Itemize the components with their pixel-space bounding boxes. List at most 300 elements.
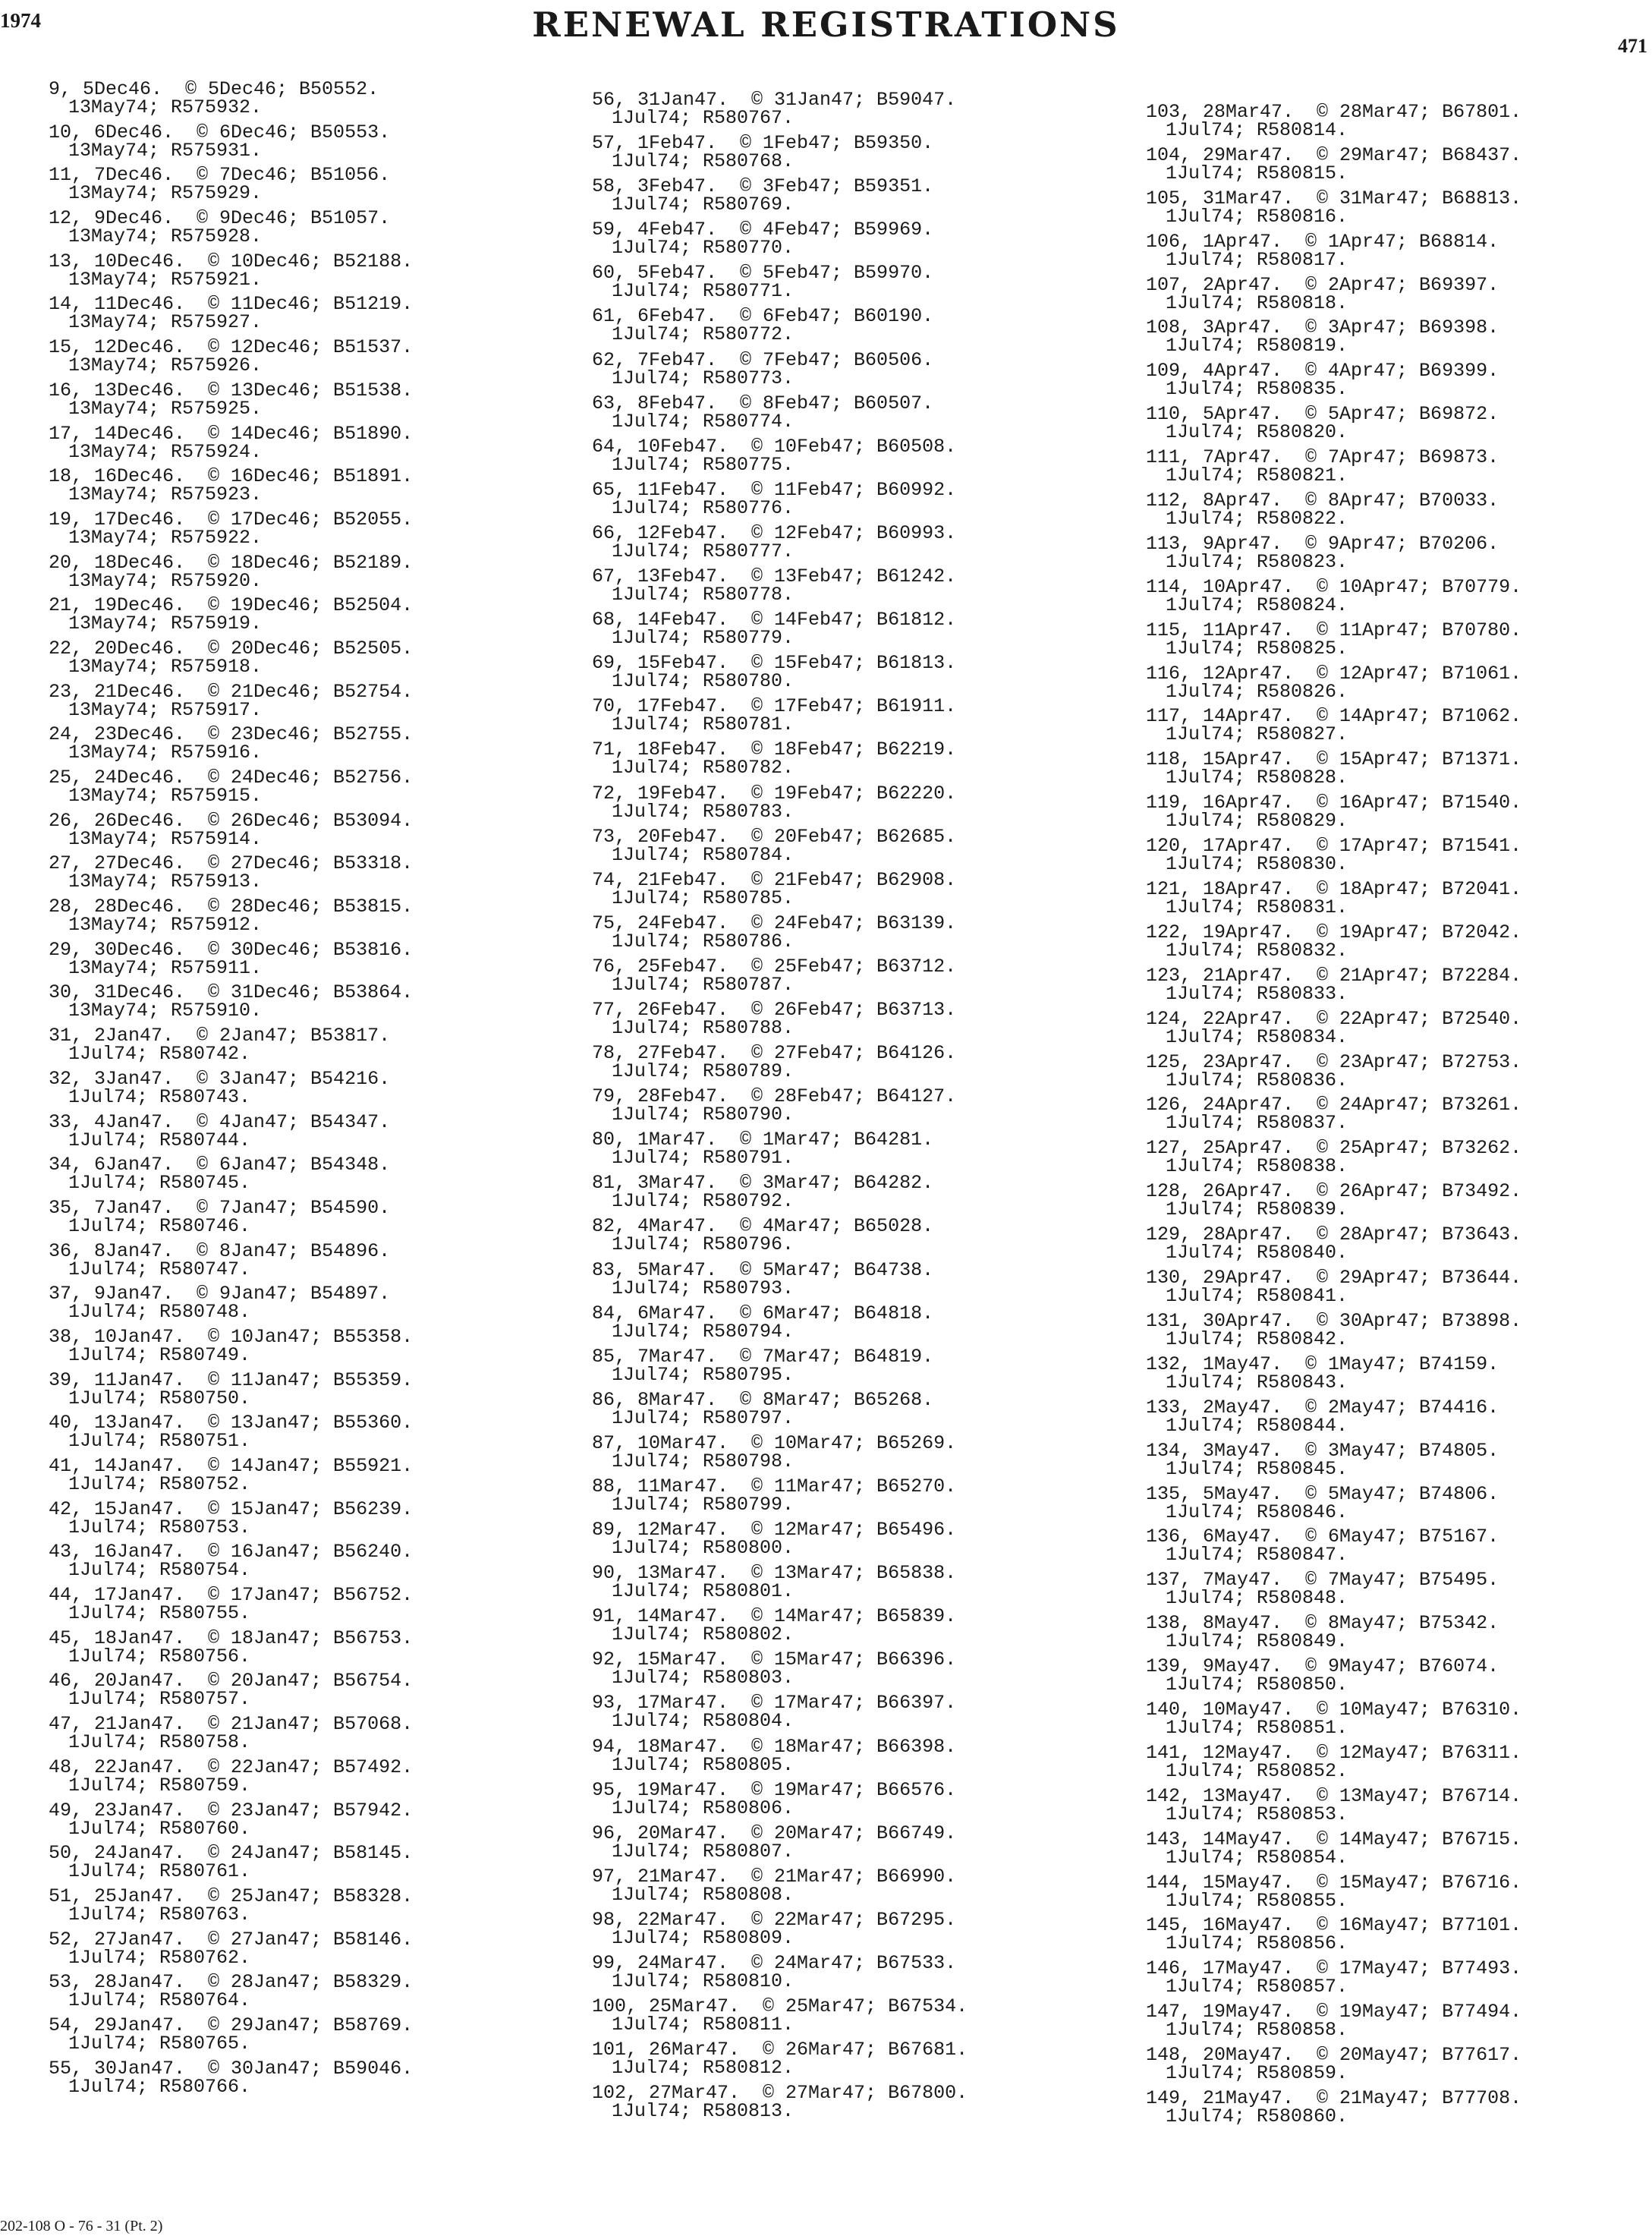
registration-entry: [49, 981, 414, 1022]
registration-entry: [49, 1154, 413, 1195]
registration-entry: [592, 868, 968, 909]
registration-entry: [1146, 921, 1522, 962]
entry-registration-line: 15, 12Dec46. © 12Dec46; B51537.: [49, 336, 414, 359]
entry-renewal-line: 13May74; R575912.: [68, 914, 263, 937]
entry-renewal-line: 1Jul74; R580832.: [1166, 939, 1348, 962]
registration-entry: [592, 565, 968, 606]
entry-renewal-line: 1Jul74; R580801.: [612, 1580, 795, 1603]
registration-entry: [1146, 2046, 1521, 2083]
registration-entry: [1146, 1571, 1521, 1608]
entry-registration-line: 90, 13Mar47. © 13Mar47; B65838.: [592, 1562, 957, 1585]
entry-registration-line: 147, 19May47. © 19May47; B77494.: [1146, 2001, 1522, 2023]
entry-registration-line: 23, 21Dec46. © 21Dec46; B52754.: [49, 680, 414, 703]
entry-renewal-line: 13May74; R575920.: [68, 569, 263, 592]
entry-renewal-line: 1Jul74; R580854.: [1166, 1846, 1348, 1869]
registration-entry: [49, 1928, 414, 1969]
registration-entry: [49, 1196, 413, 1237]
entry-registration-line: 9, 5Dec46. © 5Dec46; B50552.: [49, 78, 379, 100]
entry-registration-line: 104, 29Mar47. © 29Mar47; B68437.: [1146, 143, 1522, 166]
entry-renewal-line: 1Jul74; R580812.: [612, 2057, 795, 2080]
entry-renewal-line: 1Jul74; R580788.: [612, 1016, 795, 1039]
entry-registration-line: 102, 27Mar47. © 27Mar47; B67800.: [592, 2082, 968, 2105]
entry-registration-line: 31, 2Jan47. © 2Jan47; B53817.: [49, 1025, 391, 1047]
entry-renewal-line: 1Jul74; R580825.: [1166, 637, 1348, 660]
registration-entry: [1146, 316, 1521, 357]
entry-registration-line: 99, 24Mar47. © 24Mar47; B67533.: [592, 1952, 957, 1975]
entry-registration-line: 43, 16Jan47. © 16Jan47; B56240.: [49, 1541, 414, 1564]
entry-renewal-line: 13May74; R575914.: [68, 827, 263, 850]
entry-renewal-line: 1Jul74; R580786.: [612, 930, 795, 953]
entry-registration-line: 139, 9May47. © 9May47; B76074.: [1146, 1655, 1499, 1678]
entry-registration-line: 92, 15Mar47. © 15Mar47; B66396.: [592, 1649, 957, 1671]
entry-registration-line: 93, 17Mar47. © 17Mar47; B66397.: [592, 1692, 957, 1715]
entry-registration-line: 22, 20Dec46. © 20Dec46; B52505.: [49, 637, 414, 660]
entry-renewal-line: 13May74; R575918.: [68, 655, 263, 678]
entry-registration-line: 127, 25Apr47. © 25Apr47; B73262.: [1146, 1137, 1522, 1160]
entry-registration-line: 48, 22Jan47. © 22Jan47; B57492.: [49, 1756, 414, 1778]
entry-renewal-line: 13May74; R575925.: [68, 397, 263, 420]
column-1: [49, 80, 413, 2102]
entry-registration-line: 40, 13Jan47. © 13Jan47; B55360.: [49, 1412, 414, 1434]
entry-registration-line: 145, 16May47. © 16May47; B77101.: [1146, 1914, 1522, 1937]
entry-registration-line: 73, 20Feb47. © 20Feb47; B62685.: [592, 825, 957, 848]
entry-registration-line: 108, 3Apr47. © 3Apr47; B69398.: [1146, 316, 1499, 339]
entry-registration-line: 65, 11Feb47. © 11Feb47; B60992.: [592, 478, 957, 501]
entry-renewal-line: 1Jul74; R580839.: [1166, 1198, 1348, 1221]
entry-renewal-line: 1Jul74; R580860.: [1166, 2105, 1348, 2127]
registration-entry: [592, 654, 968, 691]
registration-entry: [1146, 837, 1521, 874]
entry-registration-line: 62, 7Feb47. © 7Feb47; B60506.: [592, 348, 934, 371]
entry-registration-line: 20, 18Dec46. © 18Dec46; B52189.: [49, 551, 414, 574]
registration-entry: [49, 336, 414, 377]
registration-entry: [592, 134, 968, 171]
registration-entry: [49, 1368, 414, 1409]
entry-registration-line: 94, 18Mar47. © 18Mar47; B66398.: [592, 1735, 957, 1758]
entry-registration-line: 82, 4Mar47. © 4Mar47; B65028.: [592, 1215, 934, 1238]
entry-renewal-line: 1Jul74; R580796.: [612, 1233, 795, 1256]
entry-renewal-line: 1Jul74; R580752.: [68, 1473, 251, 1495]
entry-registration-line: 86, 8Mar47. © 8Mar47; B65268.: [592, 1388, 934, 1411]
entry-registration-line: 89, 12Mar47. © 12Mar47; B65496.: [592, 1519, 957, 1541]
registration-entry: [1146, 619, 1522, 660]
registration-entry: [592, 1475, 968, 1516]
entry-renewal-line: 1Jul74; R580791.: [612, 1147, 795, 1170]
entry-renewal-line: 1Jul74; R580755.: [68, 1602, 251, 1625]
registration-entry: [1146, 1050, 1522, 1091]
entry-renewal-line: 1Jul74; R580777.: [612, 540, 795, 562]
registration-entry: [49, 250, 414, 291]
entry-registration-line: 120, 17Apr47. © 17Apr47; B71541.: [1146, 835, 1522, 858]
registration-entry: [49, 1799, 414, 1840]
entry-registration-line: 55, 30Jan47. © 30Jan47; B59046.: [49, 2057, 414, 2080]
entry-renewal-line: 1Jul74; R580853.: [1166, 1803, 1348, 1825]
entry-registration-line: 121, 18Apr47. © 18Apr47; B72041.: [1146, 878, 1522, 901]
entry-renewal-line: 1Jul74; R580815.: [1166, 162, 1348, 184]
registration-entry: [49, 1670, 414, 1711]
entry-renewal-line: 1Jul74; R580750.: [68, 1387, 251, 1409]
entry-registration-line: 98, 22Mar47. © 22Mar47; B67295.: [592, 1908, 957, 1931]
entry-renewal-line: 1Jul74; R580783.: [612, 800, 795, 823]
entry-registration-line: 83, 5Mar47. © 5Mar47; B64738.: [592, 1258, 934, 1281]
entry-renewal-line: 1Jul74; R580804.: [612, 1710, 795, 1733]
entry-registration-line: 68, 14Feb47. © 14Feb47; B61812.: [592, 609, 957, 631]
entry-registration-line: 41, 14Jan47. © 14Jan47; B55921.: [49, 1455, 414, 1477]
registration-entry: [1146, 1871, 1522, 1912]
registration-entry: [592, 782, 968, 823]
registration-entry: [592, 1778, 968, 1819]
registration-entry: [49, 723, 414, 764]
entry-renewal-line: 1Jul74; R580848.: [1166, 1587, 1348, 1610]
entry-registration-line: 64, 10Feb47. © 10Feb47; B60508.: [592, 435, 957, 458]
entry-registration-line: 63, 8Feb47. © 8Feb47; B60507.: [592, 392, 934, 414]
entry-renewal-line: 1Jul74; R580781.: [612, 713, 795, 736]
entry-registration-line: 24, 23Dec46. © 23Dec46; B52755.: [49, 723, 414, 746]
registration-entry: [1146, 1957, 1522, 1998]
registration-entry: [592, 264, 968, 301]
entry-registration-line: 124, 22Apr47. © 22Apr47; B72540.: [1146, 1007, 1522, 1030]
registration-entry: [592, 1519, 968, 1560]
entry-registration-line: 61, 6Feb47. © 6Feb47; B60190.: [592, 305, 934, 328]
entry-registration-line: 138, 8May47. © 8May47; B75342.: [1146, 1612, 1499, 1635]
entry-registration-line: 106, 1Apr47. © 1Apr47; B68814.: [1146, 230, 1499, 253]
entry-registration-line: 69, 15Feb47. © 15Feb47; B61813.: [592, 652, 957, 675]
entry-registration-line: 134, 3May47. © 3May47; B74805.: [1146, 1439, 1499, 1462]
entry-renewal-line: 13May74; R575922.: [68, 526, 263, 549]
registration-entry: [592, 1129, 968, 1170]
entry-renewal-line: 1Jul74; R580742.: [68, 1043, 251, 1066]
entry-renewal-line: 13May74; R575923.: [68, 483, 263, 506]
registration-entry: [49, 551, 414, 592]
entry-registration-line: 130, 29Apr47. © 29Apr47; B73644.: [1146, 1267, 1522, 1290]
registration-entry: [1146, 1007, 1522, 1048]
registration-entry: [592, 825, 968, 866]
entry-registration-line: 126, 24Apr47. © 24Apr47; B73261.: [1146, 1094, 1522, 1116]
entry-renewal-line: 1Jul74; R580795.: [612, 1363, 795, 1386]
entry-registration-line: 49, 23Jan47. © 23Jan47; B57942.: [49, 1799, 414, 1822]
registration-entry: [1146, 532, 1521, 573]
registration-entry: [1146, 1655, 1521, 1696]
registration-entry: [49, 809, 414, 850]
registration-entry: [49, 422, 414, 463]
entry-registration-line: 37, 9Jan47. © 9Jan47; B54897.: [49, 1283, 391, 1305]
entry-renewal-line: 13May74; R575910.: [68, 1000, 263, 1022]
entry-registration-line: 42, 15Jan47. © 15Jan47; B56239.: [49, 1497, 414, 1520]
registration-entry: [49, 637, 414, 678]
registration-entry: [49, 121, 413, 162]
entry-registration-line: 143, 14May47. © 14May47; B76715.: [1146, 1828, 1522, 1850]
entry-renewal-line: 1Jul74; R580826.: [1166, 680, 1348, 703]
entry-renewal-line: 1Jul74; R580807.: [612, 1840, 795, 1863]
registration-entry: [49, 1586, 413, 1623]
entry-registration-line: 39, 11Jan47. © 11Jan47; B55359.: [49, 1368, 414, 1391]
entry-renewal-line: 1Jul74; R580842.: [1166, 1327, 1348, 1350]
entry-renewal-line: 1Jul74; R580766.: [68, 2075, 251, 2098]
registration-entry: [592, 998, 968, 1039]
column-3: [1146, 103, 1521, 2133]
registration-entry: [1146, 1353, 1521, 1393]
entry-renewal-line: 1Jul74; R580754.: [68, 1559, 251, 1582]
registration-entry: [592, 1995, 968, 2036]
entry-registration-line: 142, 13May47. © 13May47; B76714.: [1146, 1784, 1522, 1807]
entry-registration-line: 100, 25Mar47. © 25Mar47; B67534.: [592, 1995, 968, 2018]
registration-entry: [1146, 707, 1521, 744]
entry-renewal-line: 1Jul74; R580768.: [612, 150, 795, 173]
entry-registration-line: 115, 11Apr47. © 11Apr47; B70780.: [1146, 619, 1522, 641]
entry-registration-line: 122, 19Apr47. © 19Apr47; B72042.: [1146, 921, 1522, 943]
registration-entry: [49, 1412, 414, 1453]
entry-renewal-line: 1Jul74; R580748.: [68, 1301, 251, 1324]
entry-registration-line: 25, 24Dec46. © 24Dec46; B52756.: [49, 767, 414, 789]
entry-renewal-line: 1Jul74; R580836.: [1166, 1069, 1348, 1091]
entry-registration-line: 149, 21May47. © 21May47; B77708.: [1146, 2086, 1522, 2109]
registration-entry: [49, 594, 414, 635]
entry-renewal-line: 1Jul74; R580744.: [68, 1129, 251, 1151]
entry-registration-line: 36, 8Jan47. © 8Jan47; B54896.: [49, 1239, 391, 1262]
entry-registration-line: 47, 21Jan47. © 21Jan47; B57068.: [49, 1713, 414, 1736]
entry-renewal-line: 1Jul74; R580760.: [68, 1817, 251, 1840]
entry-registration-line: 16, 13Dec46. © 13Dec46; B51538.: [49, 379, 414, 402]
entry-registration-line: 88, 11Mar47. © 11Mar47; B65270.: [592, 1475, 957, 1497]
entry-registration-line: 34, 6Jan47. © 6Jan47; B54348.: [49, 1154, 391, 1176]
entry-renewal-line: 1Jul74; R580834.: [1166, 1025, 1348, 1048]
entry-registration-line: 119, 16Apr47. © 16Apr47; B71540.: [1146, 792, 1522, 814]
entry-registration-line: 109, 4Apr47. © 4Apr47; B69399.: [1146, 360, 1499, 383]
column-2: [592, 91, 968, 2127]
entry-renewal-line: 1Jul74; R580776.: [612, 496, 795, 519]
entry-renewal-line: 1Jul74; R580753.: [68, 1516, 251, 1538]
entry-renewal-line: 13May74; R575919.: [68, 612, 263, 635]
registration-entry: [1146, 273, 1521, 314]
registration-entry: [1146, 964, 1522, 1005]
entry-renewal-line: 13May74; R575924.: [68, 440, 263, 463]
entry-renewal-line: 1Jul74; R580809.: [612, 1926, 795, 1949]
entry-renewal-line: 1Jul74; R580779.: [612, 627, 795, 650]
entry-registration-line: 146, 17May47. © 17May47; B77493.: [1146, 1957, 1522, 1980]
entry-renewal-line: 1Jul74; R580769.: [612, 194, 795, 216]
entry-renewal-line: 1Jul74; R580774.: [612, 410, 795, 433]
entry-renewal-line: 1Jul74; R580849.: [1166, 1630, 1348, 1653]
registration-entry: [592, 1865, 968, 1906]
registration-entry: [49, 508, 414, 549]
registration-entry: [1146, 446, 1521, 487]
entry-renewal-line: 1Jul74; R580830.: [1166, 853, 1348, 876]
entry-renewal-line: 1Jul74; R580767.: [612, 107, 795, 129]
registration-entry: [592, 609, 968, 650]
entry-registration-line: 38, 10Jan47. © 10Jan47; B55358.: [49, 1325, 414, 1348]
registration-entry: [49, 1497, 414, 1538]
registration-entry: [592, 1174, 968, 1211]
registration-entry: [1146, 1094, 1522, 1135]
registration-entry: [49, 2014, 414, 2055]
registration-entry: [592, 1085, 968, 1126]
entry-registration-line: 57, 1Feb47. © 1Feb47; B59350.: [592, 132, 934, 155]
entry-registration-line: 11, 7Dec46. © 7Dec46; B51056.: [49, 164, 391, 187]
page-title: RENEWAL REGISTRATIONS: [532, 5, 1120, 45]
entry-registration-line: 116, 12Apr47. © 12Apr47; B71061.: [1146, 662, 1522, 685]
registration-entry: [49, 1756, 414, 1797]
entry-registration-line: 44, 17Jan47. © 17Jan47; B56752.: [49, 1584, 414, 1607]
footer-print-code: 202-108 O - 76 - 31 (Pt. 2): [0, 2218, 163, 2234]
entry-registration-line: 135, 5May47. © 5May47; B74806.: [1146, 1482, 1499, 1505]
entry-registration-line: 113, 9Apr47. © 9Apr47; B70206.: [1146, 532, 1499, 555]
entry-renewal-line: 1Jul74; R580761.: [68, 1860, 251, 1883]
entry-renewal-line: 1Jul74; R580764.: [68, 1989, 251, 2012]
entry-renewal-line: 1Jul74; R580797.: [612, 1406, 795, 1429]
registration-entry: [592, 1605, 968, 1646]
registration-entry: [1146, 187, 1522, 228]
entry-renewal-line: 1Jul74; R580745.: [68, 1172, 251, 1195]
registration-entry: [592, 175, 968, 216]
entry-renewal-line: 1Jul74; R580789.: [612, 1060, 795, 1083]
registration-entry: [592, 1954, 968, 1991]
entry-registration-line: 21, 19Dec46. © 19Dec46; B52504.: [49, 594, 414, 617]
registration-entry: [1146, 230, 1521, 271]
entry-renewal-line: 1Jul74; R580828.: [1166, 767, 1348, 789]
entry-registration-line: 140, 10May47. © 10May47; B76310.: [1146, 1698, 1522, 1721]
registration-entry: [592, 912, 968, 953]
entry-registration-line: 84, 6Mar47. © 6Mar47; B64818.: [592, 1302, 934, 1324]
registration-entry: [1146, 1916, 1521, 1953]
entry-renewal-line: 1Jul74; R580846.: [1166, 1501, 1348, 1523]
entry-renewal-line: 13May74; R575928.: [68, 225, 263, 248]
entry-renewal-line: 1Jul74; R580808.: [612, 1883, 795, 1906]
registration-entry: [49, 1715, 413, 1752]
entry-registration-line: 91, 14Mar47. © 14Mar47; B65839.: [592, 1605, 957, 1628]
registration-entry: [49, 295, 413, 332]
entry-registration-line: 80, 1Mar47. © 1Mar47; B64281.: [592, 1129, 934, 1151]
registration-entry: [1146, 792, 1522, 833]
registration-entry: [49, 209, 413, 246]
entry-registration-line: 52, 27Jan47. © 27Jan47; B58146.: [49, 1928, 414, 1951]
entry-registration-line: 141, 12May47. © 12May47; B76311.: [1146, 1741, 1522, 1764]
entry-renewal-line: 13May74; R575926.: [68, 354, 263, 377]
entry-renewal-line: 1Jul74; R580780.: [612, 670, 795, 693]
entry-registration-line: 27, 27Dec46. © 27Dec46; B53318.: [49, 852, 414, 875]
entry-renewal-line: 1Jul74; R580787.: [612, 973, 795, 996]
entry-registration-line: 87, 10Mar47. © 10Mar47; B65269.: [592, 1431, 957, 1454]
entry-registration-line: 101, 26Mar47. © 26Mar47; B67681.: [592, 2039, 968, 2061]
entry-renewal-line: 1Jul74; R580838.: [1166, 1155, 1348, 1178]
entry-registration-line: 51, 25Jan47. © 25Jan47; B58328.: [49, 1885, 414, 1907]
entry-renewal-line: 13May74; R575916.: [68, 742, 263, 764]
entry-registration-line: 60, 5Feb47. © 5Feb47; B59970.: [592, 262, 934, 285]
entry-renewal-line: 1Jul74; R580775.: [612, 453, 795, 476]
registration-entry: [49, 1627, 414, 1667]
registration-entry: [49, 1110, 413, 1151]
entry-renewal-line: 1Jul74; R580799.: [612, 1494, 795, 1516]
registration-entry: [1146, 1396, 1521, 1437]
registration-entry: [1146, 103, 1521, 140]
registration-entry: [49, 680, 414, 721]
entry-renewal-line: 13May74; R575921.: [68, 268, 263, 291]
registration-entry: [49, 166, 413, 203]
entry-renewal-line: 1Jul74; R580805.: [612, 1753, 795, 1776]
registration-entry: [49, 1025, 413, 1066]
entry-renewal-line: 1Jul74; R580749.: [68, 1343, 251, 1366]
entry-renewal-line: 1Jul74; R580798.: [612, 1450, 795, 1472]
entry-renewal-line: 1Jul74; R580747.: [68, 1258, 251, 1280]
entry-renewal-line: 1Jul74; R580827.: [1166, 723, 1348, 746]
entry-renewal-line: 1Jul74; R580759.: [68, 1774, 251, 1797]
entry-renewal-line: 1Jul74; R580803.: [612, 1667, 795, 1689]
entry-registration-line: 111, 7Apr47. © 7Apr47; B69873.: [1146, 446, 1499, 469]
registration-entry: [592, 348, 968, 389]
entry-renewal-line: 1Jul74; R580855.: [1166, 1889, 1348, 1912]
entry-registration-line: 136, 6May47. © 6May47; B75167.: [1146, 1526, 1499, 1548]
entry-registration-line: 17, 14Dec46. © 14Dec46; B51890.: [49, 422, 414, 445]
registration-entry: [1146, 1828, 1522, 1869]
registration-entry: [1146, 490, 1521, 531]
registration-entry: [592, 521, 968, 562]
registration-entry: [592, 219, 968, 260]
entry-registration-line: 71, 18Feb47. © 18Feb47; B62219.: [592, 738, 957, 761]
entry-registration-line: 56, 31Jan47. © 31Jan47; B59047.: [592, 89, 957, 111]
registration-entry: [1146, 1741, 1522, 1782]
entry-renewal-line: 1Jul74; R580820.: [1166, 421, 1348, 444]
entry-renewal-line: 1Jul74; R580851.: [1166, 1716, 1348, 1739]
entry-renewal-line: 1Jul74; R580785.: [612, 886, 795, 909]
entry-renewal-line: 1Jul74; R580829.: [1166, 810, 1348, 833]
entry-renewal-line: 1Jul74; R580784.: [612, 843, 795, 866]
entry-renewal-line: 1Jul74; R580818.: [1166, 291, 1348, 314]
registration-entry: [1146, 880, 1521, 917]
entry-renewal-line: 1Jul74; R580793.: [612, 1277, 795, 1299]
entry-renewal-line: 1Jul74; R580782.: [612, 757, 795, 779]
entry-registration-line: 85, 7Mar47. © 7Mar47; B64819.: [592, 1345, 934, 1368]
registration-entry: [49, 852, 414, 893]
entry-renewal-line: 1Jul74; R580858.: [1166, 2019, 1348, 2042]
registration-entry: [1146, 1784, 1522, 1825]
entry-renewal-line: 1Jul74; R580850.: [1166, 1674, 1348, 1696]
entry-renewal-line: 1Jul74; R580844.: [1166, 1414, 1348, 1437]
registration-entry: [1146, 1223, 1522, 1264]
entry-registration-line: 35, 7Jan47. © 7Jan47; B54590.: [49, 1196, 391, 1219]
registration-entry: [49, 1283, 413, 1324]
registration-entry: [592, 1564, 968, 1601]
registration-entry: [49, 1541, 414, 1582]
entry-registration-line: 18, 16Dec46. © 16Dec46; B51891.: [49, 465, 414, 488]
registration-entry: [49, 1239, 413, 1280]
registration-entry: [1146, 1439, 1521, 1480]
entry-renewal-line: 1Jul74; R580751.: [68, 1430, 251, 1453]
entry-registration-line: 79, 28Feb47. © 28Feb47; B64127.: [592, 1085, 957, 1108]
entry-registration-line: 70, 17Feb47. © 17Feb47; B61911.: [592, 695, 957, 718]
entry-renewal-line: 1Jul74; R580811.: [612, 2014, 795, 2036]
registration-entry: [592, 2084, 968, 2121]
entry-renewal-line: 1Jul74; R580794.: [612, 1320, 795, 1343]
entry-registration-line: 95, 19Mar47. © 19Mar47; B66576.: [592, 1778, 957, 1801]
entry-registration-line: 117, 14Apr47. © 14Apr47; B71062.: [1146, 705, 1522, 728]
entry-renewal-line: 13May74; R575913.: [68, 871, 263, 893]
registration-entry: [592, 1651, 968, 1687]
registration-entry: [1146, 1182, 1521, 1219]
entry-registration-line: 13, 10Dec46. © 10Dec46; B52188.: [49, 250, 414, 272]
entry-registration-line: 50, 24Jan47. © 24Jan47; B58145.: [49, 1842, 414, 1865]
entry-registration-line: 28, 28Dec46. © 28Dec46; B53815.: [49, 896, 414, 918]
entry-renewal-line: 1Jul74; R580823.: [1166, 550, 1348, 573]
entry-registration-line: 29, 30Dec46. © 30Dec46; B53816.: [49, 938, 414, 961]
entry-registration-line: 75, 24Feb47. © 24Feb47; B63139.: [592, 912, 957, 934]
registration-entry: [49, 1067, 413, 1108]
entry-registration-line: 107, 2Apr47. © 2Apr47; B69397.: [1146, 273, 1499, 296]
entry-registration-line: 59, 4Feb47. © 4Feb47; B59969.: [592, 219, 934, 241]
registration-entry: [49, 896, 414, 937]
registration-entry: [1146, 405, 1521, 442]
entry-renewal-line: 1Jul74; R580841.: [1166, 1285, 1348, 1308]
entry-renewal-line: 13May74; R575929.: [68, 182, 263, 205]
registration-entry: [49, 2057, 414, 2098]
